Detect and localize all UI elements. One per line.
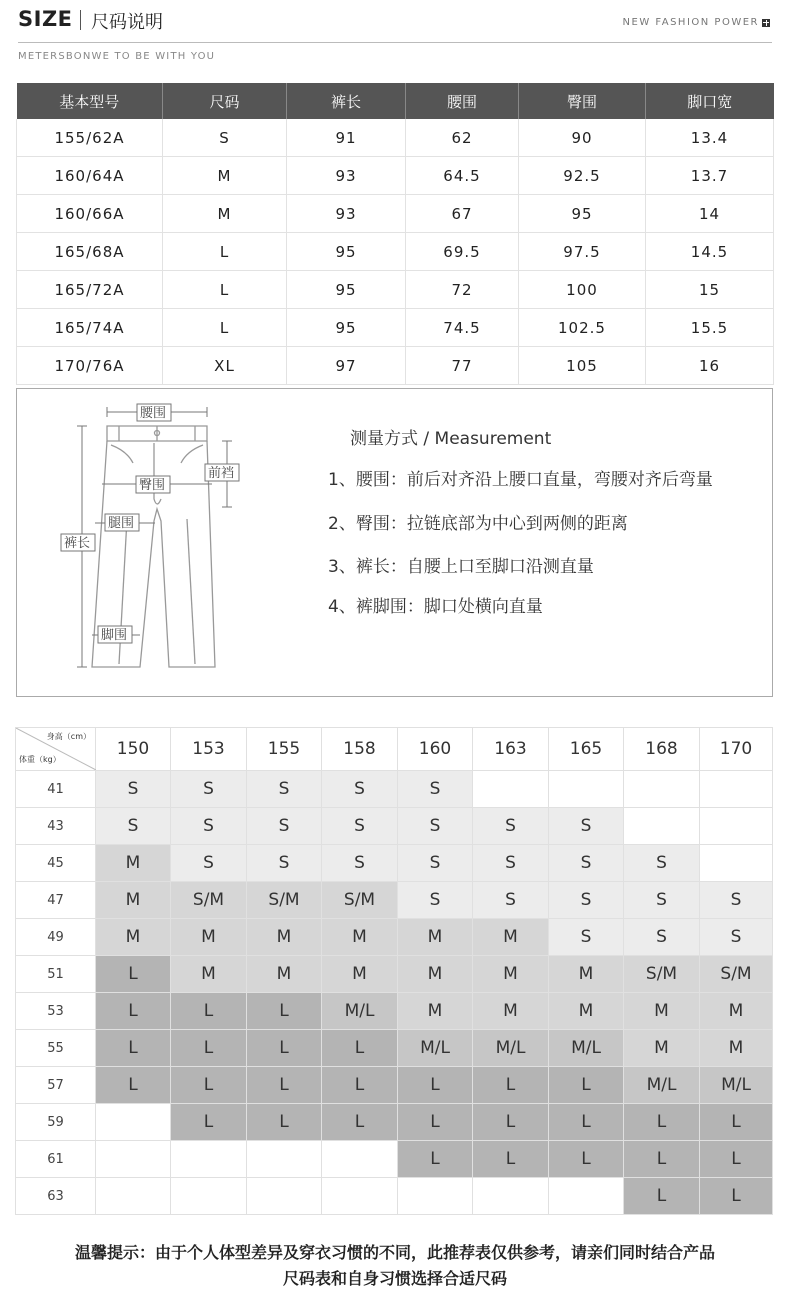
size-cell: S (549, 808, 624, 845)
size-cell: L (171, 1030, 247, 1067)
size-cell (247, 1141, 322, 1178)
weight-row (16, 1141, 773, 1178)
size-cell: S (247, 771, 322, 808)
size-cell: M (247, 919, 322, 956)
size-cell: M (624, 993, 700, 1030)
leg-opening-label: 脚围 (101, 628, 128, 643)
size-cell: M (322, 956, 398, 993)
size-cell: M (171, 956, 247, 993)
size-cell: S/M (171, 882, 247, 919)
weight-row (16, 771, 773, 808)
size-cell: L (398, 1067, 473, 1104)
table-cell: 14 (646, 195, 774, 233)
size-cell: S (549, 845, 624, 882)
size-cell: S (171, 771, 247, 808)
size-cell: L (398, 1104, 473, 1141)
height-axis-label: 身高（cm） (46, 732, 91, 741)
size-cell: M (700, 993, 773, 1030)
table-corner (16, 728, 96, 771)
table-cell: 67 (406, 195, 519, 233)
table-cell: 155/62A (17, 119, 163, 157)
size-cell: S (322, 771, 398, 808)
size-cell: L (398, 1141, 473, 1178)
size-cell: L (96, 1030, 171, 1067)
size-cell (624, 808, 700, 845)
size-cell: M/L (322, 993, 398, 1030)
height-header-cell: 150 (96, 728, 171, 771)
size-cell: L (247, 993, 322, 1030)
size-title-cn: 尺码说明 (91, 12, 163, 33)
table-cell: 16 (646, 347, 774, 385)
size-table (16, 83, 774, 385)
table-cell: 102.5 (519, 309, 646, 347)
table-row (17, 347, 774, 385)
size-cell: M (398, 956, 473, 993)
size-cell: L (247, 1104, 322, 1141)
table-cell: 93 (287, 195, 406, 233)
table-cell: 165/74A (17, 309, 163, 347)
table-cell: 74.5 (406, 309, 519, 347)
table-cell: 93 (287, 157, 406, 195)
page-header (0, 0, 790, 70)
size-cell (322, 1178, 398, 1215)
measurement-item: 1、腰围：前后对齐沿上腰口直量，弯腰对齐后弯量 (328, 470, 713, 490)
table-cell: 62 (406, 119, 519, 157)
weight-row (16, 808, 773, 845)
height-header-cell: 165 (549, 728, 624, 771)
size-cell: M (96, 882, 171, 919)
brand-slogan-text: NEW FASHION POWER (622, 17, 759, 28)
size-cell: M (624, 1030, 700, 1067)
weight-cell: 41 (16, 771, 96, 808)
table-cell: L (163, 271, 287, 309)
size-cell: M (247, 956, 322, 993)
table-cell: 13.7 (646, 157, 774, 195)
weight-row (16, 1104, 773, 1141)
size-cell: S/M (700, 956, 773, 993)
size-cell: S (247, 845, 322, 882)
size-cell (96, 1178, 171, 1215)
size-cell: L (700, 1178, 773, 1215)
size-cell: L (96, 956, 171, 993)
size-recommendation-table (15, 727, 773, 1215)
table-cell: 165/72A (17, 271, 163, 309)
size-cell: M (171, 919, 247, 956)
height-header-cell: 153 (171, 728, 247, 771)
size-cell: S (700, 919, 773, 956)
size-table-header (17, 83, 774, 119)
weight-cell: 45 (16, 845, 96, 882)
size-cell (247, 1178, 322, 1215)
weight-row (16, 845, 773, 882)
size-cell: L (322, 1030, 398, 1067)
table-row (17, 309, 774, 347)
length-label: 裤长 (64, 536, 91, 551)
pants-diagram (57, 399, 297, 689)
size-cell: L (322, 1067, 398, 1104)
size-cell: L (171, 1067, 247, 1104)
table-cell: 92.5 (519, 157, 646, 195)
size-cell: L (473, 1141, 549, 1178)
size-cell: S (398, 771, 473, 808)
column-header: 基本型号 (17, 83, 163, 119)
measurement-item: 4、裤脚围：脚口处横向直量 (328, 597, 543, 617)
size-cell: S (549, 882, 624, 919)
table-cell: 14.5 (646, 233, 774, 271)
size-cell (171, 1178, 247, 1215)
size-cell: S (473, 882, 549, 919)
size-cell: S (473, 808, 549, 845)
table-cell: 95 (287, 233, 406, 271)
weight-cell: 49 (16, 919, 96, 956)
size-cell: S/M (322, 882, 398, 919)
measurement-panel (16, 388, 773, 697)
size-cell: L (700, 1141, 773, 1178)
table-cell: M (163, 195, 287, 233)
size-cell (398, 1178, 473, 1215)
table-cell: 100 (519, 271, 646, 309)
weight-row (16, 1178, 773, 1215)
table-cell: 95 (287, 309, 406, 347)
table-cell: XL (163, 347, 287, 385)
hip-label: 臀围 (139, 478, 166, 493)
height-header-cell: 170 (700, 728, 773, 771)
size-cell: L (96, 1067, 171, 1104)
table-cell: 64.5 (406, 157, 519, 195)
size-cell: L (624, 1141, 700, 1178)
measurement-title: 测量方式 / Measurement (350, 429, 552, 449)
thigh-label: 腿围 (108, 516, 135, 531)
table-cell: S (163, 119, 287, 157)
table-row (17, 271, 774, 309)
tip-note-line-2: 尺码表和自身习惯选择合适尺码 (282, 1269, 507, 1288)
weight-axis-label: 体重（kg） (19, 755, 61, 764)
measurement-item: 2、臀围：拉链底部为中心到两侧的距离 (328, 514, 628, 534)
size-cell: S (171, 808, 247, 845)
table-cell: 160/66A (17, 195, 163, 233)
height-header-cell: 155 (247, 728, 322, 771)
column-header: 腰围 (406, 83, 519, 119)
size-cell: M/L (473, 1030, 549, 1067)
size-cell (473, 1178, 549, 1215)
table-cell: 95 (519, 195, 646, 233)
size-cell: S (96, 808, 171, 845)
size-cell: L (96, 993, 171, 1030)
table-cell: M (163, 157, 287, 195)
table-cell: 160/64A (17, 157, 163, 195)
size-cell: S (624, 882, 700, 919)
table-cell: 97.5 (519, 233, 646, 271)
column-header: 裤长 (287, 83, 406, 119)
size-cell: S (96, 771, 171, 808)
weight-row (16, 1067, 773, 1104)
size-cell: S (398, 808, 473, 845)
table-cell: 97 (287, 347, 406, 385)
waist-label: 腰围 (140, 406, 167, 421)
weight-cell: 57 (16, 1067, 96, 1104)
table-cell: 170/76A (17, 347, 163, 385)
height-header-cell: 163 (473, 728, 549, 771)
size-cell: S (700, 882, 773, 919)
height-header-cell: 168 (624, 728, 700, 771)
table-cell: 91 (287, 119, 406, 157)
height-header-row (16, 728, 773, 771)
size-cell (171, 1141, 247, 1178)
size-cell: S (624, 919, 700, 956)
brand-slogan (623, 17, 770, 28)
size-cell: L (624, 1104, 700, 1141)
size-cell (96, 1104, 171, 1141)
weight-cell: 47 (16, 882, 96, 919)
size-cell: S (473, 845, 549, 882)
height-header-cell: 158 (322, 728, 398, 771)
table-cell: 105 (519, 347, 646, 385)
size-cell (700, 845, 773, 882)
column-header: 臀围 (519, 83, 646, 119)
weight-row (16, 956, 773, 993)
size-cell: L (247, 1030, 322, 1067)
size-cell: S/M (624, 956, 700, 993)
size-cell: M (398, 919, 473, 956)
weight-cell: 53 (16, 993, 96, 1030)
size-cell: L (473, 1067, 549, 1104)
weight-row (16, 1030, 773, 1067)
tip-note-line-1: 温馨提示：由于个人体型差异及穿衣习惯的不同，此推荐表仅供参考，请亲们同时结合产品 (74, 1243, 715, 1262)
size-cell: M (96, 919, 171, 956)
size-cell: M (96, 845, 171, 882)
size-cell (322, 1141, 398, 1178)
weight-cell: 55 (16, 1030, 96, 1067)
size-cell: L (549, 1067, 624, 1104)
size-cell: M (549, 993, 624, 1030)
header-divider (18, 42, 772, 43)
weight-row (16, 882, 773, 919)
table-cell: 77 (406, 347, 519, 385)
size-cell: M (473, 919, 549, 956)
weight-cell: 63 (16, 1178, 96, 1215)
size-cell: L (473, 1104, 549, 1141)
table-row (17, 195, 774, 233)
table-row (17, 157, 774, 195)
table-row (17, 119, 774, 157)
size-cell: S (398, 845, 473, 882)
size-cell: M (700, 1030, 773, 1067)
table-row (17, 233, 774, 271)
brand-tagline: METERSBONWE TO BE WITH YOU (18, 51, 216, 62)
weight-cell: 61 (16, 1141, 96, 1178)
size-cell: M/L (624, 1067, 700, 1104)
size-cell: L (549, 1104, 624, 1141)
size-cell: S/M (247, 882, 322, 919)
column-header: 脚口宽 (646, 83, 774, 119)
size-cell: L (171, 993, 247, 1030)
table-cell: 90 (519, 119, 646, 157)
size-cell: M (549, 956, 624, 993)
size-cell (700, 808, 773, 845)
table-cell: L (163, 309, 287, 347)
size-cell: M (398, 993, 473, 1030)
size-cell (624, 771, 700, 808)
weight-row (16, 993, 773, 1030)
table-cell: 69.5 (406, 233, 519, 271)
measurement-item: 3、裤长：自腰上口至脚口沿测直量 (328, 557, 594, 577)
front-rise-label: 前裆 (208, 466, 235, 481)
size-cell: S (398, 882, 473, 919)
size-cell: L (171, 1104, 247, 1141)
table-cell: 15.5 (646, 309, 774, 347)
column-header: 尺码 (163, 83, 287, 119)
size-cell (96, 1141, 171, 1178)
size-cell: M/L (398, 1030, 473, 1067)
size-cell: S (549, 919, 624, 956)
size-cell: M (473, 956, 549, 993)
plus-icon (762, 19, 770, 27)
weight-cell: 59 (16, 1104, 96, 1141)
size-cell: M/L (549, 1030, 624, 1067)
size-cell: S (322, 845, 398, 882)
table-cell: 165/68A (17, 233, 163, 271)
size-cell (549, 771, 624, 808)
table-cell: 13.4 (646, 119, 774, 157)
height-header-cell: 160 (398, 728, 473, 771)
size-cell: L (247, 1067, 322, 1104)
size-cell: L (624, 1178, 700, 1215)
table-cell: 15 (646, 271, 774, 309)
size-cell (473, 771, 549, 808)
table-cell: 95 (287, 271, 406, 309)
size-cell: S (624, 845, 700, 882)
size-cell: S (322, 808, 398, 845)
table-cell: L (163, 233, 287, 271)
size-cell: L (322, 1104, 398, 1141)
size-cell: M (473, 993, 549, 1030)
size-cell (549, 1178, 624, 1215)
weight-cell: 43 (16, 808, 96, 845)
weight-cell: 51 (16, 956, 96, 993)
table-cell: 72 (406, 271, 519, 309)
size-cell: L (700, 1104, 773, 1141)
size-cell: S (171, 845, 247, 882)
size-cell (700, 771, 773, 808)
size-title: SIZE (18, 7, 73, 31)
title-divider (80, 10, 81, 30)
size-cell: M (322, 919, 398, 956)
weight-row (16, 919, 773, 956)
size-cell: M/L (700, 1067, 773, 1104)
size-cell: L (549, 1141, 624, 1178)
size-cell: S (247, 808, 322, 845)
